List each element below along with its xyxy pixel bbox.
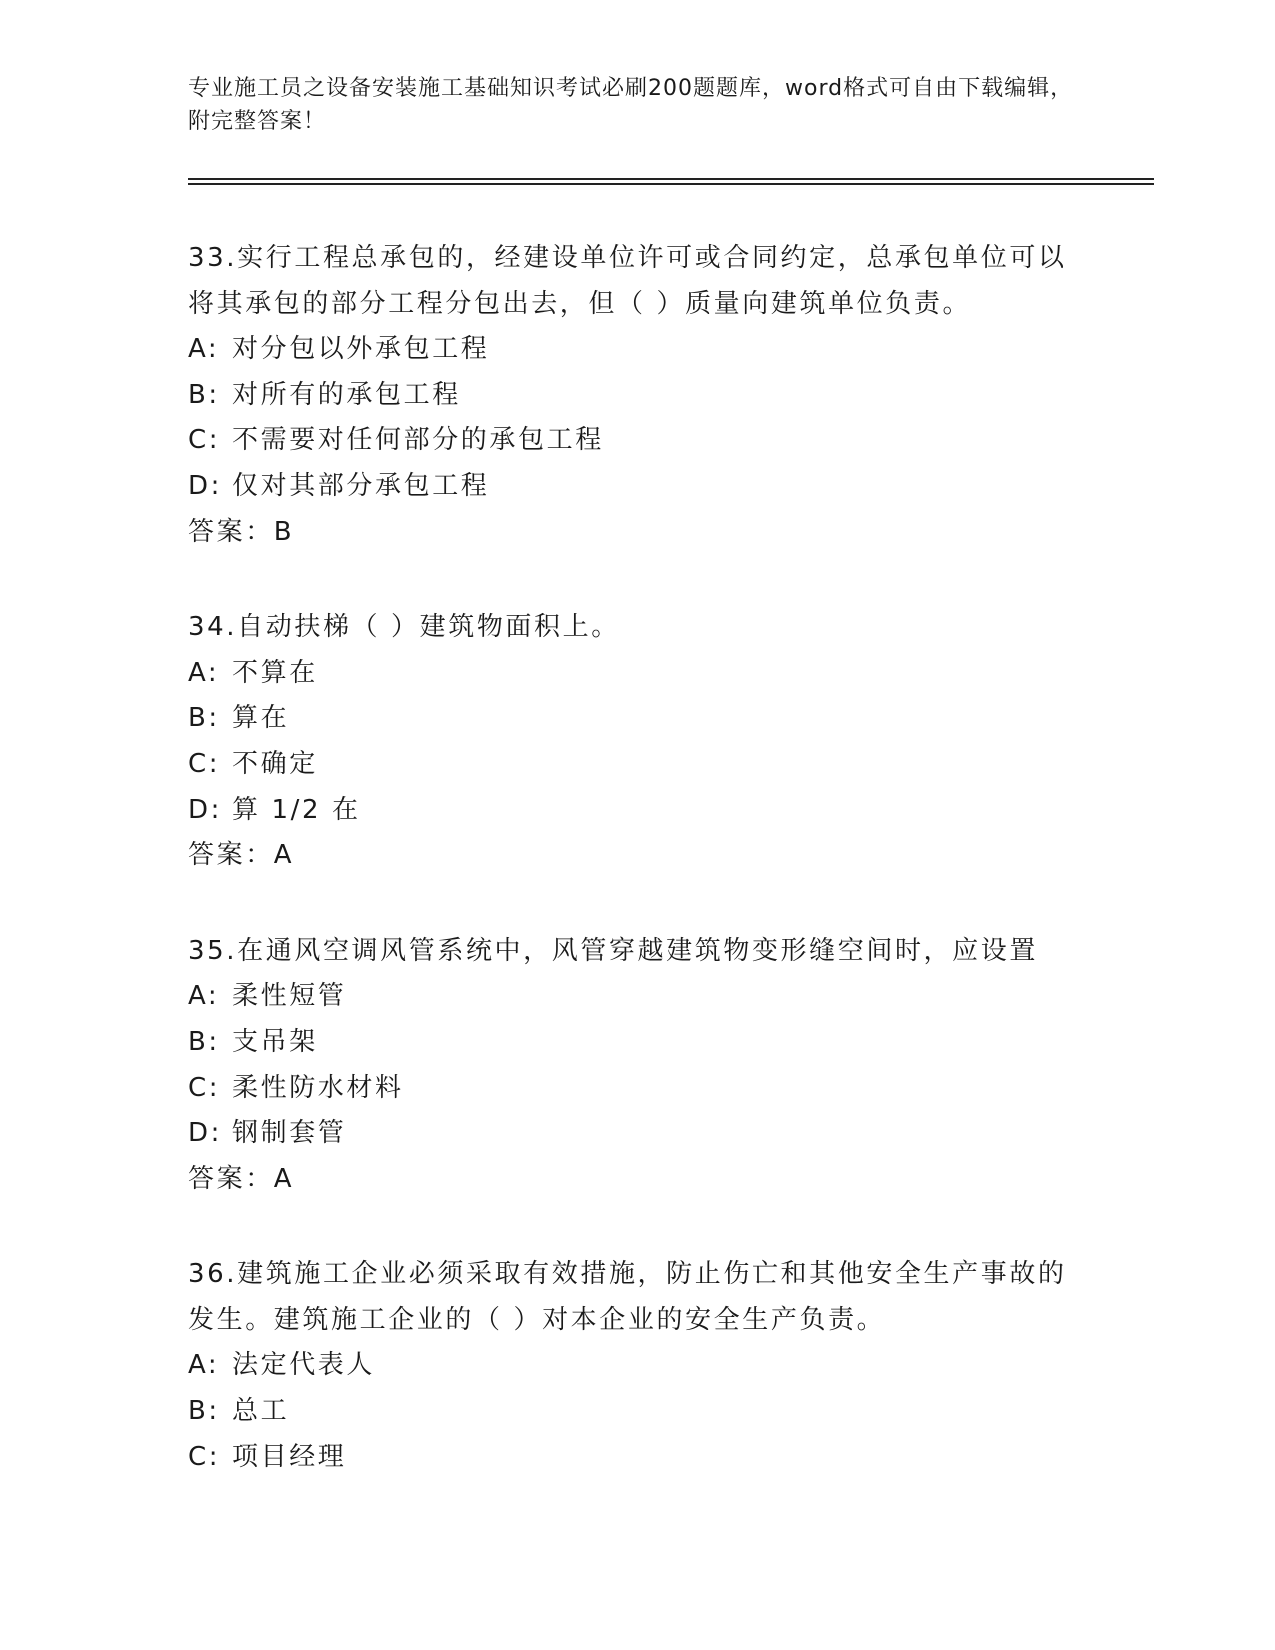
option-letter: D: [188,794,222,825]
option-text: 项目经理 [232,1441,347,1472]
option-letter: C: [188,425,221,456]
option-a [188,651,1088,697]
option-c [188,418,1088,464]
option-d [188,1111,1088,1157]
question-33 [188,236,1088,555]
option-letter: C: [188,748,221,779]
answer-line: 答案：B [188,516,295,547]
option-text: 对分包以外承包工程 [232,334,490,365]
option-letter: D: [188,470,222,501]
answer-line: 答案：A [188,840,295,871]
option-a [188,327,1088,373]
question-text: 33.实行工程总承包的，经建设单位许可或合同约定，总承包单位可以将其承包的部分工程分包出去，但（ ）质量向建筑单位负责。 [188,243,1067,319]
option-letter: D: [188,1118,222,1149]
answer-line: 答案：A [188,1163,295,1194]
option-text: 对所有的承包工程 [232,379,461,410]
question-text: 34.自动扶梯（ ）建筑物面积上。 [188,612,620,643]
option-text: 不算在 [232,657,318,688]
option-text: 不确定 [232,748,318,779]
question-36 [188,1252,1088,1480]
option-text: 算在 [232,703,290,734]
option-text: 算 1/2 在 [232,794,361,825]
option-text: 柔性防水材料 [232,1072,404,1103]
option-letter: A: [188,657,220,688]
option-letter: A: [188,334,220,365]
option-letter: B: [188,1026,220,1057]
header-divider-top [188,178,1154,180]
option-letter: A: [188,1350,220,1381]
option-text: 仅对其部分承包工程 [232,470,490,501]
option-letter: B: [188,1396,220,1427]
option-text: 总工 [232,1396,290,1427]
option-c [188,742,1088,788]
option-b [188,696,1088,742]
question-text: 36.建筑施工企业必须采取有效措施，防止伤亡和其他安全生产事故的发生。建筑施工企业的（ ）对本企业的安全生产负责。 [188,1259,1067,1335]
document-header: 专业施工员之设备安装施工基础知识考试必刷200题题库，word格式可自由下载编辑，附完整答案！ [188,76,1074,134]
question-list [188,236,1088,1530]
option-text: 钢制套管 [232,1118,347,1149]
question-34 [188,605,1088,879]
option-text: 支吊架 [232,1026,318,1057]
option-text: 柔性短管 [232,981,347,1012]
option-a [188,974,1088,1020]
question-text: 35.在通风空调风管系统中，风管穿越建筑物变形缝空间时，应设置 [188,935,1038,966]
option-text: 法定代表人 [232,1350,376,1381]
option-letter: B: [188,703,220,734]
option-c [188,1066,1088,1112]
option-letter: B: [188,379,220,410]
option-letter: C: [188,1072,221,1103]
option-text: 不需要对任何部分的承包工程 [232,425,604,456]
option-c [188,1435,1088,1481]
question-35 [188,929,1088,1203]
header-divider-bottom [188,183,1154,185]
option-b [188,1020,1088,1066]
option-a [188,1343,1088,1389]
option-b [188,373,1088,419]
option-letter: A: [188,981,220,1012]
option-d [188,464,1088,510]
option-b [188,1389,1088,1435]
option-letter: C: [188,1441,221,1472]
option-d [188,788,1088,834]
